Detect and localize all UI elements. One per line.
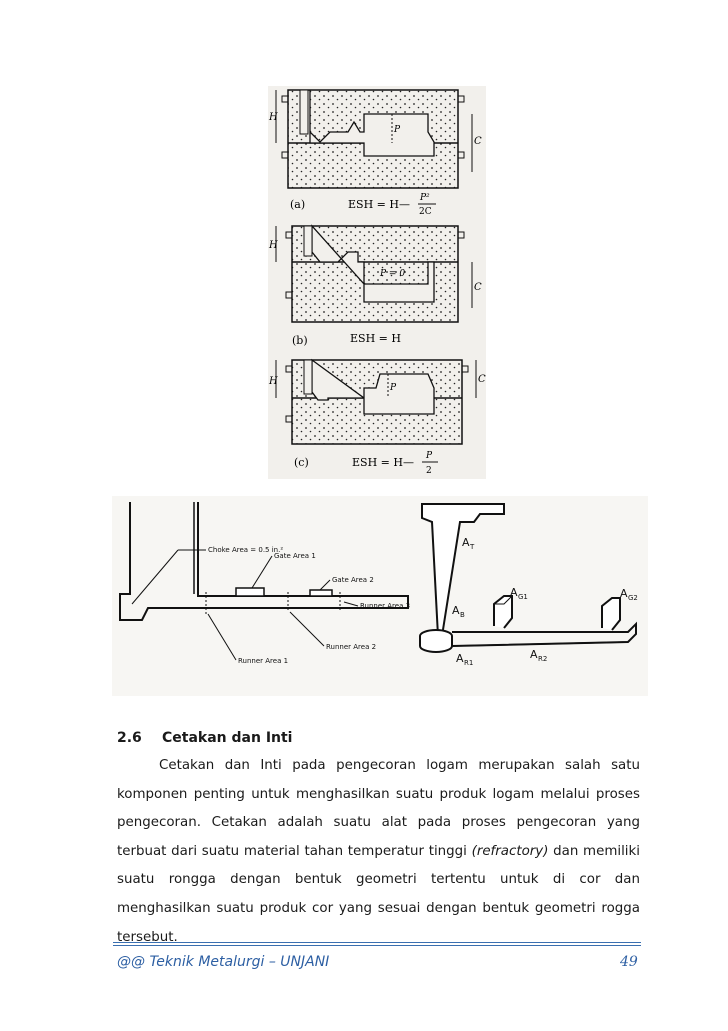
section-title: Cetakan dan Inti — [162, 730, 293, 746]
label-ab-sub: B — [460, 611, 465, 619]
label-ar1: A — [456, 652, 464, 665]
paragraph-end: dan memiliki suatu rongga dengan bentuk geometri tertentu untuk di cor dan menghasilkan suatu produk cor yang sesuai dengan bentuk geometri rogga tersebut. — [117, 843, 641, 945]
dim-c-b: C — [474, 282, 482, 293]
page-number: 49 — [620, 954, 638, 970]
gating-system-figure — [112, 496, 648, 696]
body-paragraph — [117, 752, 640, 952]
label-ar2-sub: R2 — [538, 655, 548, 663]
panel-b — [268, 226, 482, 347]
label-gate-area-1: Gate Area 1 — [274, 552, 316, 560]
footer-rule — [113, 942, 641, 943]
label-runner-area-2: Runner Area 2 — [326, 643, 377, 651]
paragraph-start: Cetakan dan Inti pada pengecoran logam merupakan salah satu komponen penting untuk menghasilkan suatu produk logam melalui proses pengecoran. Cetakan adalah suatu alat pada proses pengecoran yang terbuat dari suatu material tahan temperatur tinggi — [117, 758, 640, 859]
label-ag2-sub: G2 — [628, 594, 638, 602]
gating-system-diagram — [112, 496, 648, 696]
section-number: 2.6 — [117, 730, 142, 746]
label-choke-area: Choke Area = 0.5 in.² — [208, 546, 284, 554]
formula-a-den: 2C — [419, 207, 432, 217]
panel-tag-c: (c) — [294, 456, 309, 469]
label-at: A — [462, 536, 470, 549]
p-label-b: P = 0 — [380, 269, 406, 279]
paragraph-italic: (refractory) — [471, 843, 549, 859]
label-ag1-sub: G1 — [518, 593, 528, 601]
label-runner-area-3: Runner Area 3 — [360, 602, 411, 610]
label-ab: A — [452, 604, 460, 617]
dim-p-a: P — [394, 125, 401, 135]
label-ag2: A — [620, 587, 628, 600]
label-ar1-sub: R1 — [464, 659, 474, 667]
formula-a-num: P² — [420, 193, 430, 203]
formula-c-den: 2 — [426, 466, 432, 476]
section-heading — [117, 730, 292, 746]
label-at-sub: T — [470, 543, 475, 551]
footer-rule-thin — [113, 945, 641, 946]
dim-h-b: H — [269, 240, 278, 251]
mold-esh-figure — [268, 86, 486, 479]
gating-sketch-right — [420, 504, 638, 667]
dim-c-a: C — [474, 136, 482, 147]
label-runner-area-1: Runner Area 1 — [238, 657, 289, 665]
dim-p-c: P — [390, 383, 397, 393]
formula-a: ESH = H— — [348, 198, 410, 211]
label-gate-area-2: Gate Area 2 — [332, 576, 374, 584]
footer-title: @@ Teknik Metalurgi – UNJANI — [117, 954, 330, 970]
dim-h-c: H — [269, 376, 278, 387]
label-ag1: A — [510, 586, 518, 599]
formula-c-num: P — [426, 451, 433, 461]
label-ar2: A — [530, 648, 538, 661]
dim-h-a: H — [269, 112, 278, 123]
panel-tag-a: (a) — [290, 198, 306, 211]
gating-schematic-left — [120, 502, 410, 665]
panel-tag-b: (b) — [292, 334, 308, 347]
panel-a — [268, 90, 482, 217]
formula-c: ESH = H— — [352, 456, 414, 469]
mold-esh-diagram — [268, 86, 486, 479]
formula-b: ESH = H — [350, 332, 401, 345]
panel-c — [268, 360, 486, 476]
dim-c-c: C — [478, 374, 486, 385]
